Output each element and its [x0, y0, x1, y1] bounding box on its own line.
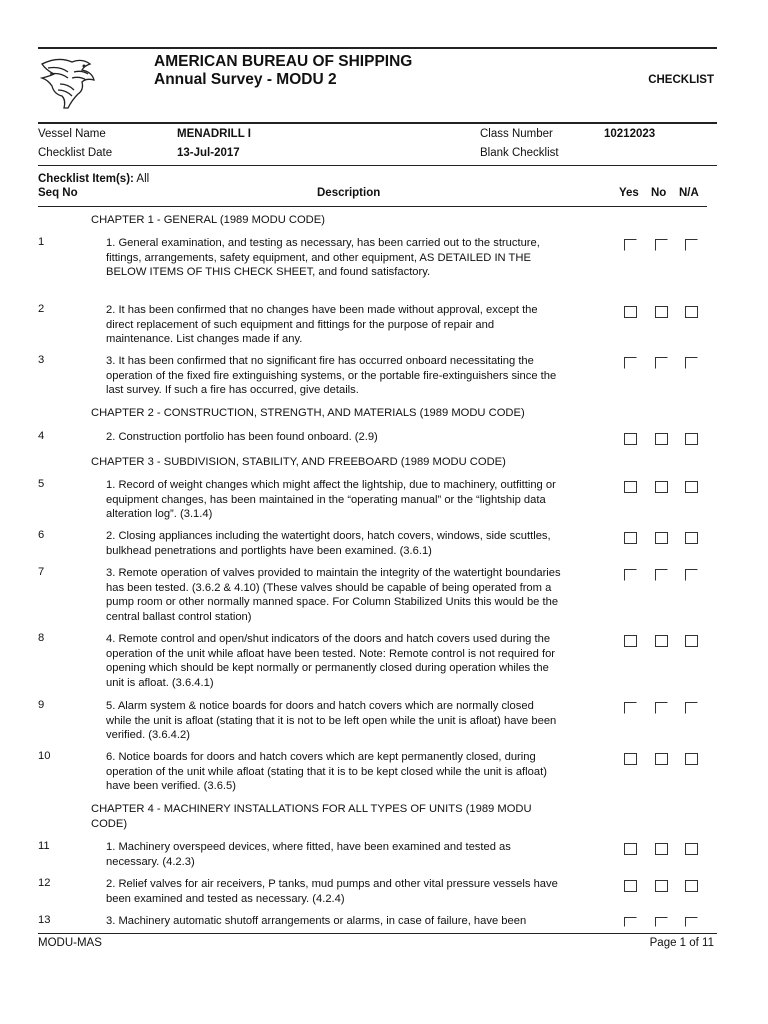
checklist-items-value: All — [136, 173, 150, 185]
yes-checkbox[interactable] — [624, 843, 637, 855]
chapter-heading: CHAPTER 4 - MACHINERY INSTALLATIONS FOR ALL TYPES OF UNITS (1989 MODU CODE) — [91, 803, 532, 830]
na-checkbox[interactable] — [685, 702, 698, 714]
seq-number: 3 — [38, 354, 45, 366]
page-number: Page 1 of 11 — [649, 937, 714, 949]
yes-checkbox[interactable] — [624, 880, 637, 892]
item-description: 2. Construction portfolio has been found onboard. (2.9) — [106, 431, 378, 443]
blank-checklist-label: Blank Checklist — [480, 147, 559, 159]
seq-number: 1 — [38, 236, 45, 248]
seq-number: 7 — [38, 566, 45, 578]
na-checkbox[interactable] — [685, 481, 698, 493]
na-checkbox[interactable] — [685, 843, 698, 855]
item-description: 3. Remote operation of valves provided to maintain the integrity of the watertight boundaries has been tested. (3.6.2 & 4.10) (These valves should be capable of being operated from a pump room or other normally manned space. For Column Stabilized Units this would be the central ballast control station) — [106, 567, 561, 623]
checklist-items-label: Checklist Item(s): — [38, 173, 134, 185]
yes-checkbox[interactable] — [624, 306, 637, 318]
na-checkbox[interactable] — [685, 357, 698, 369]
chapter-heading: CHAPTER 1 - GENERAL (1989 MODU CODE) — [91, 214, 325, 226]
item-description: 1. General examination, and testing as necessary, has been carried out to the structure, fittings, arrangements, safety equipment, and other equipment, AS DETAILED IN THE BELOW ITEMS OF THIS CHECK SHEET, and found satisfactory. — [106, 237, 540, 278]
seq-number: 13 — [38, 914, 51, 926]
item-description: 3. It has been confirmed that no significant fire has occurred onboard necessitating the operation of the fixed fire extinguishing systems, or the portable fire-extinguishers since the last survey. If such a fire has occurred, give details. — [106, 355, 557, 396]
no-checkbox[interactable] — [655, 357, 668, 369]
top-rule — [38, 47, 717, 49]
item-description: 6. Notice boards for doors and hatch covers which are kept permanently closed, during operation of the unit while afloat (stating that it is to be kept closed while the unit is afloat) have been verified. (3.6.5) — [106, 751, 547, 792]
vessel-name-label: Vessel Name — [38, 128, 106, 140]
na-checkbox[interactable] — [685, 917, 698, 927]
survey-title: Annual Survey - MODU 2 — [154, 71, 337, 88]
no-checkbox[interactable] — [655, 843, 668, 855]
checklist-date-value: 13-Jul-2017 — [177, 147, 240, 159]
no-checkbox[interactable] — [655, 306, 668, 318]
na-checkbox[interactable] — [685, 569, 698, 581]
seq-number: 12 — [38, 877, 51, 889]
column-header-rule — [38, 206, 707, 207]
no-checkbox[interactable] — [655, 569, 668, 581]
item-description: 2. It has been confirmed that no changes have been made without approval, except the direct replacement of such equipment and fittings for the purpose of repair and maintenance. List changes made if any. — [106, 304, 538, 345]
header-rule — [38, 122, 717, 124]
yes-checkbox[interactable] — [624, 702, 637, 714]
item-description: 1. Machinery overspeed devices, where fitted, have been examined and tested as necessary. (4.2.3) — [106, 841, 511, 868]
yes-checkbox[interactable] — [624, 357, 637, 369]
item-description: 4. Remote control and open/shut indicators of the doors and hatch covers used during the operation of the unit while afloat have been tested. Note: Remote control is not required for opening which should be kept normally or permanently closed during operation whiles the unit is afloat. (3.6.4.1) — [106, 633, 556, 689]
na-checkbox[interactable] — [685, 306, 698, 318]
seq-number: 4 — [38, 430, 45, 442]
checklist-items-line — [38, 173, 149, 185]
abs-eagle-logo — [38, 54, 98, 110]
no-checkbox[interactable] — [655, 239, 668, 251]
seq-number: 5 — [38, 478, 45, 490]
item-description: 5. Alarm system & notice boards for doors and hatch covers which are normally closed while the unit is afloat (stating that it is not to be left open while the unit is afloat) have been verified. (3.6.4.2) — [106, 700, 557, 741]
col-na-header: N/A — [679, 187, 699, 199]
seq-number: 9 — [38, 699, 45, 711]
class-number-value: 10212023 — [604, 128, 656, 140]
org-title: AMERICAN BUREAU OF SHIPPING — [154, 53, 413, 70]
seq-number: 10 — [38, 750, 51, 762]
item-description: 2. Closing appliances including the watertight doors, hatch covers, windows, side scuttles, bulkhead penetrations and portlights have been examined. (3.6.1) — [106, 530, 551, 557]
yes-checkbox[interactable] — [624, 481, 637, 493]
col-seq-header: Seq No — [38, 187, 78, 199]
no-checkbox[interactable] — [655, 433, 668, 445]
yes-checkbox[interactable] — [624, 917, 637, 927]
form-code: MODU-MAS — [38, 937, 102, 949]
yes-checkbox[interactable] — [624, 239, 637, 251]
seq-number: 8 — [38, 632, 45, 644]
no-checkbox[interactable] — [655, 481, 668, 493]
na-checkbox[interactable] — [685, 635, 698, 647]
no-checkbox[interactable] — [655, 880, 668, 892]
col-no-header: No — [651, 187, 667, 199]
na-checkbox[interactable] — [685, 753, 698, 765]
na-checkbox[interactable] — [685, 433, 698, 445]
no-checkbox[interactable] — [655, 753, 668, 765]
col-description-header: Description — [317, 187, 381, 199]
chapter-heading: CHAPTER 3 - SUBDIVISION, STABILITY, AND FREEBOARD (1989 MODU CODE) — [91, 456, 506, 468]
item-description: 1. Record of weight changes which might affect the lightship, due to machinery, outfitting or equipment changes, has been maintained in the “operating manual” or the “lightship data alteration log”. (3.1.4) — [106, 479, 556, 520]
na-checkbox[interactable] — [685, 532, 698, 544]
no-checkbox[interactable] — [655, 917, 668, 927]
checklist-date-label: Checklist Date — [38, 147, 113, 159]
class-number-label: Class Number — [480, 128, 553, 140]
yes-checkbox[interactable] — [624, 433, 637, 445]
na-checkbox[interactable] — [685, 239, 698, 251]
no-checkbox[interactable] — [655, 635, 668, 647]
no-checkbox[interactable] — [655, 532, 668, 544]
col-yes-header: Yes — [619, 187, 639, 199]
seq-number: 11 — [38, 840, 50, 852]
seq-number: 6 — [38, 529, 45, 541]
info-rule — [38, 165, 717, 166]
footer-rule — [38, 933, 717, 934]
yes-checkbox[interactable] — [624, 635, 637, 647]
item-description: 2. Relief valves for air receivers, P tanks, mud pumps and other vital pressure vessels have been examined and tested as necessary. (4.2.4) — [106, 878, 558, 905]
yes-checkbox[interactable] — [624, 569, 637, 581]
seq-number: 2 — [38, 303, 45, 315]
yes-checkbox[interactable] — [624, 753, 637, 765]
vessel-name-value: MENADRILL I — [177, 128, 251, 140]
na-checkbox[interactable] — [685, 880, 698, 892]
checklist-tag: CHECKLIST — [648, 74, 714, 86]
item-description: 3. Machinery automatic shutoff arrangements or alarms, in case of failure, have been — [106, 915, 527, 927]
no-checkbox[interactable] — [655, 702, 668, 714]
chapter-heading: CHAPTER 2 - CONSTRUCTION, STRENGTH, AND MATERIALS (1989 MODU CODE) — [91, 407, 525, 419]
yes-checkbox[interactable] — [624, 532, 637, 544]
